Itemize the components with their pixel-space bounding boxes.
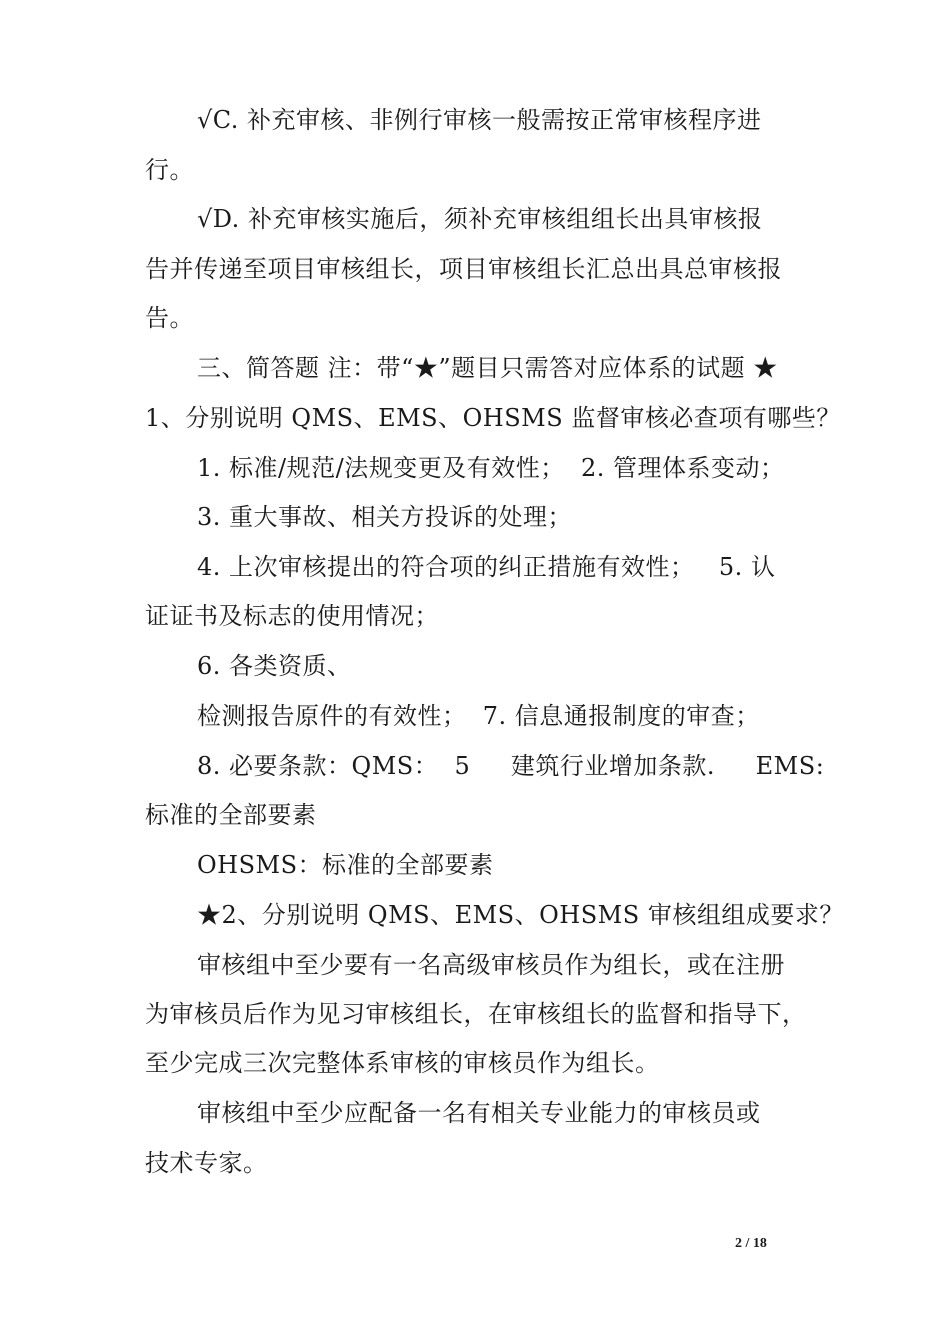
line-22: 技术专家。 <box>145 1149 268 1177</box>
line-21: 审核组中至少应配备一名有相关专业能力的审核员或 <box>197 1099 761 1127</box>
line-3: √D. 补充审核实施后，须补充审核组组长出具审核报 <box>197 205 763 233</box>
line-2: 行。 <box>145 156 194 184</box>
question-2: ★2、分别说明 QMS、EMS、OHSMS 审核组组成要求？ <box>197 901 844 929</box>
section-heading: 三、简答题 注：带“★”题目只需答对应体系的试题 ★ <box>197 354 778 382</box>
line-19: 为审核员后作为见习审核组长，在审核组长的监督和指导下， <box>145 1000 807 1028</box>
line-9: 3. 重大事故、相关方投诉的处理； <box>197 503 573 531</box>
line-5: 告。 <box>145 304 194 332</box>
line-14: 8. 必要条款：QMS： 5 建筑行业增加条款. EMS: <box>197 752 825 780</box>
line-12: 6. 各类资质、 <box>197 652 352 680</box>
line-8: 1. 标准/规范/法规变更及有效性； 2. 管理体系变动； <box>197 454 785 482</box>
line-1: √C. 补充审核、非例行审核一般需按正常审核程序进 <box>197 106 762 134</box>
question-1: 1、分别说明 QMS、EMS、OHSMS 监督审核必查项有哪些？ <box>145 404 841 432</box>
line-11: 证证书及标志的使用情况； <box>145 602 439 630</box>
line-4: 告并传递至项目审核组长，项目审核组长汇总出具总审核报 <box>145 255 782 283</box>
line-15: 标准的全部要素 <box>145 801 317 829</box>
line-10: 4. 上次审核提出的符合项的纠正措施有效性； 5. 认 <box>197 553 776 581</box>
line-20: 至少完成三次完整体系审核的审核员作为组长。 <box>145 1049 660 1077</box>
line-16: OHSMS：标准的全部要素 <box>197 851 494 879</box>
line-13: 检测报告原件的有效性； 7. 信息通报制度的审查； <box>197 702 760 730</box>
line-18: 审核组中至少要有一名高级审核员作为组长，或在注册 <box>197 951 785 979</box>
page-number: 2 / 18 <box>735 1236 767 1251</box>
